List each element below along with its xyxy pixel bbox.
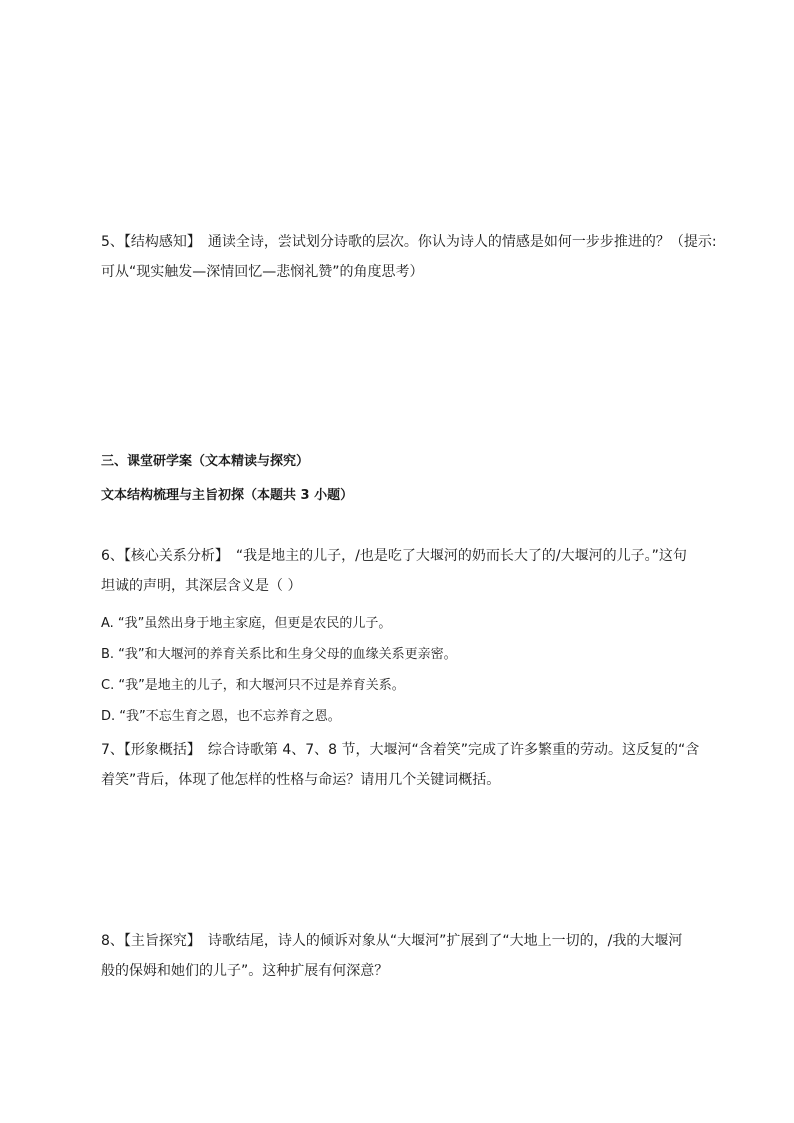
question-5-line-2: 可从“现实触发—深情回忆—悲悯礼赞”的角度思考） [101,264,424,280]
question-8-line-2: 般的保姆和她们的儿子”。这种扩展有何深意？ [101,963,389,979]
section-3-title: 三、课堂研学案（文本精读与探究） [101,454,310,469]
question-6-line-1: 6、【核心关系分析】 “我是地主的儿子，/也是吃了大堰河的奶而长大了的/大堰河的儿子。”这句 [101,548,687,564]
question-6-line-2: 坦诚的声明，其深层含义是（ ） [101,578,302,594]
section-3-subtitle: 文本结构梳理与主旨初探（本题共 3 小题） [101,488,354,503]
question-6-option-c: C. “我”是地主的儿子，和大堰河只不过是养育关系。 [101,678,405,693]
question-5-line-1: 5、【结构感知】 通读全诗，尝试划分诗歌的层次。你认为诗人的情感是如何一步步推进的？（提示: [101,234,717,250]
question-6-option-d: D. “我”不忘生育之恩，也不忘养育之恩。 [101,709,341,724]
question-8-line-1: 8、【主旨探究】 诗歌结尾，诗人的倾诉对象从“大堰河”扩展到了“大地上一切的，/我的大堰河 [101,933,683,949]
question-7-line-2: 着笑”背后，体现了他怎样的性格与命运？请用几个关键词概括。 [101,772,501,788]
question-6-option-b: B. “我”和大堰河的养育关系比和生身父母的血缘关系更亲密。 [101,647,457,662]
question-6-option-a: A. “我”虽然出身于地主家庭，但更是农民的儿子。 [101,616,392,631]
question-7-line-1: 7、【形象概括】 综合诗歌第 4、7、8 节，大堰河“含着笑”完成了许多繁重的劳动。这反复的“含 [101,742,700,758]
